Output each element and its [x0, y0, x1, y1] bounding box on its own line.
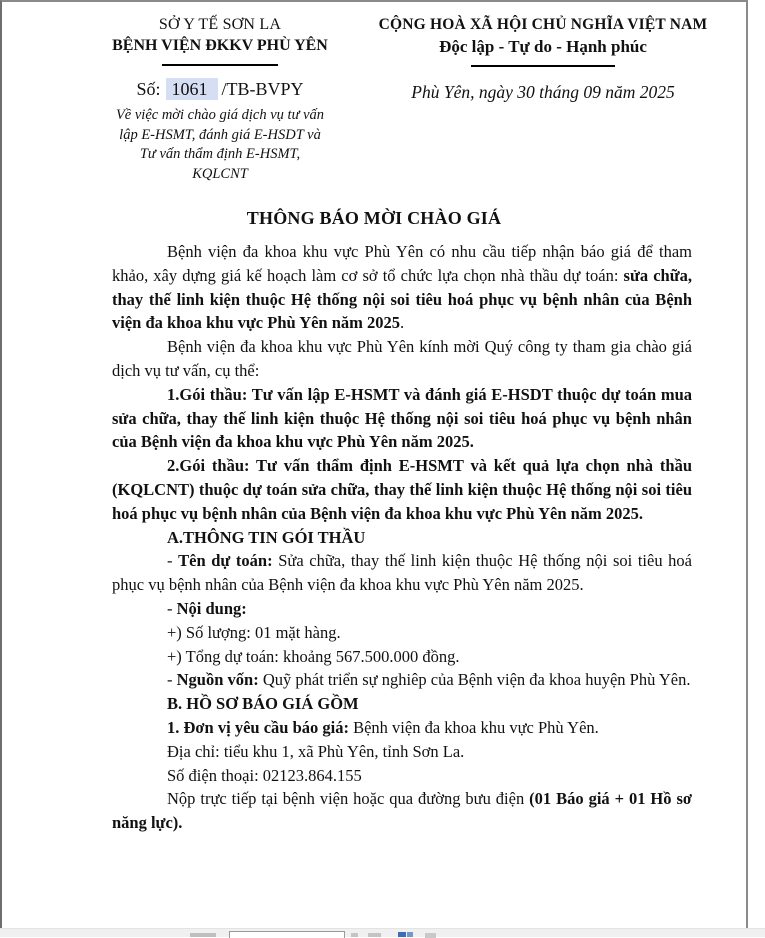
subject-line: Tư vấn thẩm định E-HSMT,	[94, 145, 346, 165]
motto-divider-rule	[471, 65, 615, 67]
body-paragraph: Nộp trực tiếp tại bệnh viện hoặc qua đường bưu điện (01 Báo giá + 01 Hồ sơ năng lực).	[112, 787, 692, 835]
zoom-icon[interactable]	[398, 932, 406, 937]
document-header	[94, 2, 746, 184]
subject-line: KQLCNT	[94, 165, 346, 185]
body-paragraph: 1.Gói thầu: Tư vấn lập E-HSMT và đánh giá E-HSDT thuộc dự toán mua sửa chữa, thay thế linh kiện thuộc Hệ thống nội soi tiêu hoá phục vụ bệnh nhân của Bệnh viện đa khoa khu vực Phù Yên năm 2025.	[112, 383, 692, 454]
subject-line: Về việc mời chào giá dịch vụ tư vấn	[94, 106, 346, 126]
body-paragraph: 2.Gói thầu: Tư vấn thẩm định E-HSMT và kết quả lựa chọn nhà thầu (KQLCNT) thuộc dự toán sửa chữa, thay thế linh kiện thuộc Hệ thống nội soi tiêu hoá phục vụ bệnh nhân của Bệnh viện đa khoa khu vực Phù Yên năm 2025.	[112, 454, 692, 525]
page-label-fragment	[190, 933, 216, 937]
document-number-value: 1061	[166, 78, 218, 100]
body-paragraph: Số điện thoại: 02123.864.155	[112, 764, 692, 788]
viewer-footer-bar	[0, 928, 765, 937]
body-paragraph: - Tên dự toán: Sửa chữa, thay thế linh kiện thuộc Hệ thống nội soi tiêu hoá phục vụ bệnh nhân của Bệnh viện đa khoa khu vực Phù Yên năm 2025.	[112, 549, 692, 597]
body-paragraph: - Nguồn vốn: Quỹ phát triển sự nghiêp của Bệnh viện đa khoa huyện Phù Yên.	[112, 668, 692, 692]
national-motto: Độc lập - Tự do - Hạnh phúc	[362, 35, 724, 59]
document-number-suffix: /TB-BVPY	[222, 79, 304, 99]
page-count-fragment	[368, 933, 381, 937]
document-number-label: Số:	[136, 79, 160, 99]
body-paragraph: A.THÔNG TIN GÓI THẦU	[112, 526, 692, 550]
parent-org-name: SỞ Y TẾ SƠN LA	[94, 14, 346, 35]
national-title: CỘNG HOÀ XÃ HỘI CHỦ NGHĨA VIỆT NAM	[362, 14, 724, 35]
document-number-line	[94, 77, 346, 101]
body-paragraph: Địa chỉ: tiểu khu 1, xã Phù Yên, tỉnh Sơn La.	[112, 740, 692, 764]
place-and-date: Phù Yên, ngày 30 tháng 09 năm 2025	[362, 80, 724, 104]
issuer-divider-rule	[162, 64, 278, 66]
header-national-block	[362, 14, 724, 184]
body-paragraph: 1. Đơn vị yêu cầu báo giá: Bệnh viện đa khoa khu vực Phù Yên.	[112, 716, 692, 740]
body-paragraph: B. HỒ SƠ BÁO GIÁ GỒM	[112, 692, 692, 716]
toolbar-icon[interactable]	[425, 933, 436, 938]
document-title: THÔNG BÁO MỜI CHÀO GIÁ	[2, 205, 746, 231]
body-paragraph: +) Tổng dự toán: khoảng 567.500.000 đồng.	[112, 645, 692, 669]
page-separator-fragment	[351, 933, 358, 937]
header-issuer-block	[94, 14, 346, 184]
body-paragraph: Bệnh viện đa khoa khu vực Phù Yên có nhu cầu tiếp nhận báo giá để tham khảo, xây dựng giá kế hoạch làm cơ sở tổ chức lựa chọn nhà thầu dự toán: sửa chữa, thay thế linh kiện thuộc Hệ thống nội soi tiêu hoá phục vụ bệnh nhân của Bệnh viện đa khoa khu vực Phù Yên năm 2025.	[112, 240, 692, 335]
hospital-name: BỆNH VIỆN ĐKKV PHÙ YÊN	[94, 35, 346, 57]
body-paragraph: Bệnh viện đa khoa khu vực Phù Yên kính mời Quý công ty tham gia chào giá dịch vụ tư vấn, cụ thể:	[112, 335, 692, 383]
document-body	[112, 240, 692, 835]
zoom-icon[interactable]	[407, 932, 413, 937]
body-paragraph: +) Số lượng: 01 mặt hàng.	[112, 621, 692, 645]
body-paragraph: - Nội dung:	[112, 597, 692, 621]
subject-line: lập E-HSMT, đánh giá E-HSDT và	[94, 126, 346, 146]
document-subject	[94, 106, 346, 184]
